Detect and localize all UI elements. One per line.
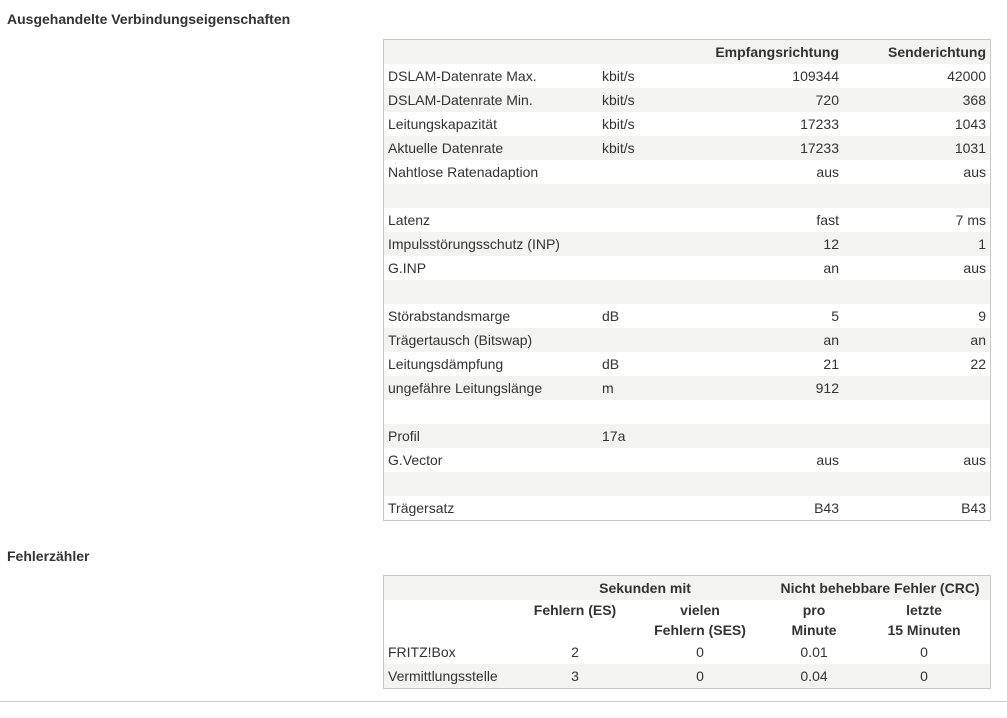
table-row bbox=[384, 424, 990, 448]
table-row bbox=[384, 640, 990, 664]
row-last-15-min: 0 bbox=[858, 664, 990, 688]
row-receive-value: an bbox=[682, 256, 839, 280]
row-send-value bbox=[839, 280, 990, 304]
table-row bbox=[384, 448, 990, 472]
row-name: Leitungskapazität bbox=[384, 112, 602, 136]
row-unit bbox=[602, 208, 682, 232]
header-ses-line2: Fehlern (SES) bbox=[654, 622, 746, 638]
row-name: ungefähre Leitungslänge bbox=[384, 376, 602, 400]
row-unit bbox=[602, 448, 682, 472]
header-unit bbox=[602, 40, 682, 64]
row-send-value bbox=[839, 472, 990, 496]
error-counter-rows bbox=[384, 640, 990, 688]
connection-properties-rows bbox=[384, 64, 990, 520]
header-crc-errors: Nicht behebbare Fehler (CRC) bbox=[770, 576, 990, 600]
table-row bbox=[384, 208, 990, 232]
row-unit bbox=[602, 280, 682, 304]
table-row bbox=[384, 64, 990, 88]
header-empty bbox=[384, 576, 520, 600]
row-name: Leitungsdämpfung bbox=[384, 352, 602, 376]
table-row bbox=[384, 664, 990, 688]
row-last-15-min: 0 bbox=[858, 640, 990, 664]
row-es: 2 bbox=[520, 640, 630, 664]
row-receive-value: B43 bbox=[682, 496, 839, 520]
table-row bbox=[384, 376, 990, 400]
row-ses: 0 bbox=[630, 640, 770, 664]
table-row bbox=[384, 496, 990, 520]
table-row bbox=[384, 184, 990, 208]
table-row bbox=[384, 88, 990, 112]
header-seconds-with: Sekunden mit bbox=[520, 576, 770, 600]
row-unit: 17a bbox=[602, 424, 682, 448]
row-unit bbox=[602, 400, 682, 424]
header-empty-2 bbox=[384, 600, 520, 640]
error-sub-header-row bbox=[384, 600, 990, 640]
section-title-error-counter: Fehlerzähler bbox=[7, 548, 90, 564]
row-send-value: aus bbox=[839, 160, 990, 184]
section-title-connection-properties: Ausgehandelte Verbindungseigenschaften bbox=[7, 11, 291, 27]
row-name: Latenz bbox=[384, 208, 602, 232]
bottom-divider bbox=[0, 701, 1007, 702]
table-row bbox=[384, 160, 990, 184]
row-unit: kbit/s bbox=[602, 112, 682, 136]
header-send-direction: Senderichtung bbox=[839, 40, 990, 64]
row-receive-value: 12 bbox=[682, 232, 839, 256]
row-name: Vermittlungsstelle bbox=[384, 664, 520, 688]
row-send-value: B43 bbox=[839, 496, 990, 520]
table-row bbox=[384, 280, 990, 304]
table-row bbox=[384, 112, 990, 136]
row-receive-value bbox=[682, 472, 839, 496]
row-send-value: 1 bbox=[839, 232, 990, 256]
row-name: FRITZ!Box bbox=[384, 640, 520, 664]
row-name bbox=[384, 472, 602, 496]
header-es bbox=[520, 600, 630, 640]
row-name: Nahtlose Ratenadaption bbox=[384, 160, 602, 184]
header-receive-direction: Empfangsrichtung bbox=[682, 40, 839, 64]
row-name: Trägersatz bbox=[384, 496, 602, 520]
header-name bbox=[384, 40, 602, 64]
row-name: G.INP bbox=[384, 256, 602, 280]
error-counter-table bbox=[384, 576, 990, 688]
row-name bbox=[384, 400, 602, 424]
row-name: G.Vector bbox=[384, 448, 602, 472]
error-counter-table-container bbox=[383, 575, 991, 689]
row-send-value: 42000 bbox=[839, 64, 990, 88]
table-row bbox=[384, 304, 990, 328]
table-row bbox=[384, 352, 990, 376]
row-send-value: 22 bbox=[839, 352, 990, 376]
row-receive-value: 912 bbox=[682, 376, 839, 400]
row-unit: kbit/s bbox=[602, 64, 682, 88]
row-receive-value: an bbox=[682, 328, 839, 352]
row-send-value: 9 bbox=[839, 304, 990, 328]
row-receive-value: 109344 bbox=[682, 64, 839, 88]
row-send-value: aus bbox=[839, 256, 990, 280]
row-name: Impulsstörungsschutz (INP) bbox=[384, 232, 602, 256]
row-send-value bbox=[839, 400, 990, 424]
row-unit bbox=[602, 328, 682, 352]
row-receive-value: aus bbox=[682, 160, 839, 184]
row-send-value: 368 bbox=[839, 88, 990, 112]
row-unit: kbit/s bbox=[602, 136, 682, 160]
row-send-value: 1031 bbox=[839, 136, 990, 160]
header-last-line1: letzte bbox=[906, 602, 942, 618]
table-header-row bbox=[384, 40, 990, 64]
row-receive-value: aus bbox=[682, 448, 839, 472]
header-es-label: Fehlern (ES) bbox=[533, 602, 617, 618]
row-send-value: aus bbox=[839, 448, 990, 472]
row-unit bbox=[602, 232, 682, 256]
row-send-value bbox=[839, 424, 990, 448]
row-send-value bbox=[839, 184, 990, 208]
row-unit bbox=[602, 184, 682, 208]
row-unit: m bbox=[602, 376, 682, 400]
row-receive-value bbox=[682, 424, 839, 448]
header-pro-line1: pro bbox=[802, 602, 826, 618]
row-receive-value bbox=[682, 184, 839, 208]
header-ses bbox=[630, 600, 770, 640]
row-per-minute: 0.01 bbox=[770, 640, 858, 664]
header-last-line2: 15 Minuten bbox=[887, 622, 961, 638]
row-name: Profil bbox=[384, 424, 602, 448]
row-es: 3 bbox=[520, 664, 630, 688]
row-send-value: an bbox=[839, 328, 990, 352]
row-per-minute: 0.04 bbox=[770, 664, 858, 688]
row-name: DSLAM-Datenrate Min. bbox=[384, 88, 602, 112]
row-unit bbox=[602, 472, 682, 496]
table-row bbox=[384, 472, 990, 496]
error-group-header-row bbox=[384, 576, 990, 600]
header-ses-line1: vielen bbox=[680, 602, 720, 618]
row-receive-value: 5 bbox=[682, 304, 839, 328]
header-pro-line2: Minute bbox=[791, 622, 837, 638]
row-name bbox=[384, 184, 602, 208]
row-send-value: 1043 bbox=[839, 112, 990, 136]
header-last-15-min bbox=[858, 600, 990, 640]
row-receive-value bbox=[682, 280, 839, 304]
row-name bbox=[384, 280, 602, 304]
row-receive-value: 17233 bbox=[682, 136, 839, 160]
connection-properties-table bbox=[384, 40, 990, 520]
row-send-value: 7 ms bbox=[839, 208, 990, 232]
row-ses: 0 bbox=[630, 664, 770, 688]
row-unit: dB bbox=[602, 304, 682, 328]
row-unit bbox=[602, 160, 682, 184]
table-row bbox=[384, 256, 990, 280]
header-per-minute bbox=[770, 600, 858, 640]
row-name: DSLAM-Datenrate Max. bbox=[384, 64, 602, 88]
row-unit bbox=[602, 256, 682, 280]
row-unit: dB bbox=[602, 352, 682, 376]
row-receive-value: 21 bbox=[682, 352, 839, 376]
row-receive-value: 720 bbox=[682, 88, 839, 112]
row-unit: kbit/s bbox=[602, 88, 682, 112]
table-row bbox=[384, 400, 990, 424]
row-name: Aktuelle Datenrate bbox=[384, 136, 602, 160]
row-send-value bbox=[839, 376, 990, 400]
row-receive-value: fast bbox=[682, 208, 839, 232]
row-name: Störabstandsmarge bbox=[384, 304, 602, 328]
table-row bbox=[384, 328, 990, 352]
table-row bbox=[384, 232, 990, 256]
connection-properties-table-container bbox=[383, 39, 991, 521]
row-unit bbox=[602, 496, 682, 520]
row-receive-value: 17233 bbox=[682, 112, 839, 136]
row-receive-value bbox=[682, 400, 839, 424]
row-name: Trägertausch (Bitswap) bbox=[384, 328, 602, 352]
table-row bbox=[384, 136, 990, 160]
